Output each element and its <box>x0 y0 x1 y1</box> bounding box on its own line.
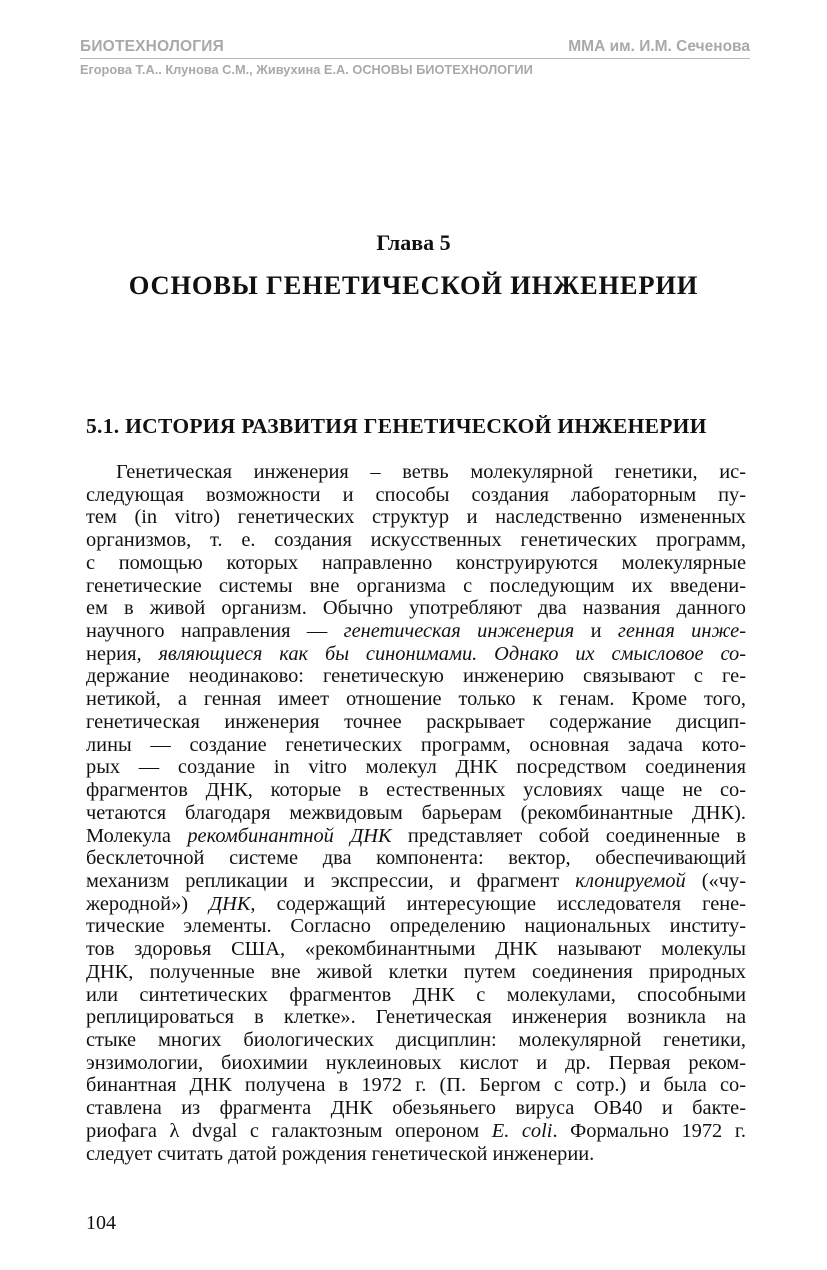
text-run: и <box>574 620 618 643</box>
text-run: риофага λ dvgal с галактозным опероном <box>86 1119 492 1142</box>
text-run: держание неодинаково: генетическую инженерию связывают с ге- <box>86 665 746 688</box>
text-run: Генетическая инженерия – ветвь молекулярной генетики, ис- <box>116 461 746 483</box>
text-run: жеродной») <box>86 892 210 915</box>
body-line <box>86 1029 746 1052</box>
text-run: энзимологии, биохимии нуклеиновых кислот и др. Первая реком- <box>86 1051 746 1074</box>
body-line <box>86 1143 746 1166</box>
text-run: организмов, т. е. создания искусственных генетических программ, <box>86 529 746 552</box>
text-run: тем (in vitro) генетических структур и наследственно измененных <box>86 506 746 529</box>
text-run: научного направления — <box>86 620 344 643</box>
italic-term: рекомбинантной ДНК <box>187 824 392 847</box>
text-run: следующая возможности и способы создания лабораторным пу- <box>86 483 746 506</box>
italic-term: ДНК <box>209 892 251 915</box>
italic-term: клонируемой <box>575 869 686 892</box>
text-run: бесклеточной системе два компонента: вектор, обеспечивающий <box>86 847 746 870</box>
text-run: рых — создание in vitro молекул ДНК посредством соединения <box>86 756 746 779</box>
body-line <box>86 1052 746 1075</box>
body-line <box>86 665 746 688</box>
text-run: , содержащий интересующие исследователя гене- <box>250 892 746 915</box>
body-line <box>86 620 746 643</box>
italic-term: генная инже- <box>617 620 747 643</box>
text-run: ем в живой организм. Обычно употребляют два названия данного <box>86 597 746 620</box>
body-line <box>86 1074 746 1097</box>
body-line <box>86 734 746 757</box>
italic-term: , являющиеся как бы синонимами. Однако их смысловое со- <box>136 642 746 665</box>
body-line <box>86 984 746 1007</box>
body-line <box>86 938 746 961</box>
text-run: стыке многих биологических дисциплин: молекулярной генетики, <box>86 1028 746 1051</box>
section-heading: 5.1. ИСТОРИЯ РАЗВИТИЯ ГЕНЕТИЧЕСКОЙ ИНЖЕНЕРИИ <box>86 414 707 438</box>
header-subject: БИОТЕХНОЛОГИЯ <box>80 38 224 55</box>
body-line <box>86 756 746 779</box>
text-run: . Формально 1972 г. <box>552 1119 746 1142</box>
text-run: генетические системы вне организма с последующим их введени- <box>86 574 746 597</box>
body-line <box>86 552 746 575</box>
italic-term: E. coli <box>491 1119 553 1142</box>
text-run: или синтетических фрагментов ДНК с молекулами, способными <box>86 983 746 1006</box>
text-run: ставлена из фрагмента ДНК обезьяньего вируса ОВ40 и бакте- <box>86 1097 746 1120</box>
body-line <box>86 847 746 870</box>
text-run: фрагментов ДНК, которые в естественных условиях чаще не со- <box>86 779 746 802</box>
body-line <box>86 575 746 598</box>
body-line <box>86 711 746 734</box>
body-line <box>86 802 746 825</box>
text-run: генетическая инженерия точнее раскрывает содержание дисцип- <box>86 710 746 733</box>
text-run: лины — создание генетических программ, основная задача кото- <box>86 733 746 756</box>
text-run: Молекула <box>86 824 188 847</box>
text-run: тов здоровья США, «рекомбинантными ДНК называют молекулы <box>86 938 746 961</box>
body-line <box>86 597 746 620</box>
text-run: нетикой, а генная имеет отношение только к генам. Кроме того, <box>86 688 746 711</box>
header-institution: ММА им. И.М. Сеченова <box>568 38 750 55</box>
text-run: представляет собой соединенные в <box>391 824 747 847</box>
header-book-reference: Егорова Т.А.. Клунова С.М., Живухина Е.А. ОСНОВЫ БИОТЕХНОЛОГИИ <box>80 62 533 77</box>
body-line <box>86 1120 746 1143</box>
body-line <box>86 893 746 916</box>
text-run: тические элементы. Согласно определению национальных институ- <box>86 915 746 938</box>
body-line <box>86 506 746 529</box>
header-divider <box>80 58 750 59</box>
body-line <box>86 870 746 893</box>
body-line <box>86 688 746 711</box>
body-line <box>86 461 746 484</box>
text-run: механизм репликации и экспрессии, и фрагмент <box>86 869 576 892</box>
text-run: четаются благодаря межвидовым барьерам (рекомбинантные ДНК). <box>86 801 746 824</box>
body-line <box>86 529 746 552</box>
body-line <box>86 643 746 666</box>
text-run: следует считать датой рождения генетической инженерии. <box>86 1142 595 1165</box>
text-run: («чу- <box>685 869 746 892</box>
italic-term: генетическая инженерия <box>343 620 575 643</box>
text-run: реплицироваться в клетке». Генетическая инженерия возникла на <box>86 1006 746 1029</box>
body-line <box>86 915 746 938</box>
chapter-title: ОСНОВЫ ГЕНЕТИЧЕСКОЙ ИНЖЕНЕРИИ <box>128 270 699 300</box>
body-line <box>86 825 746 848</box>
page-number: 104 <box>86 1212 116 1234</box>
body-paragraph <box>86 461 746 1165</box>
body-line <box>86 779 746 802</box>
text-run: ДНК, полученные вне живой клетки путем соединения природных <box>86 960 746 983</box>
chapter-label: Глава 5 <box>376 230 451 255</box>
text-run: бинантная ДНК получена в 1972 г. (П. Бергом с сотр.) и была со- <box>86 1074 746 1097</box>
text-run: нерия <box>86 642 137 665</box>
text-run: с помощью которых направленно конструируются молекулярные <box>86 551 746 574</box>
body-line <box>86 961 746 984</box>
body-line <box>86 1097 746 1120</box>
body-line <box>86 484 746 507</box>
body-line <box>86 1006 746 1029</box>
